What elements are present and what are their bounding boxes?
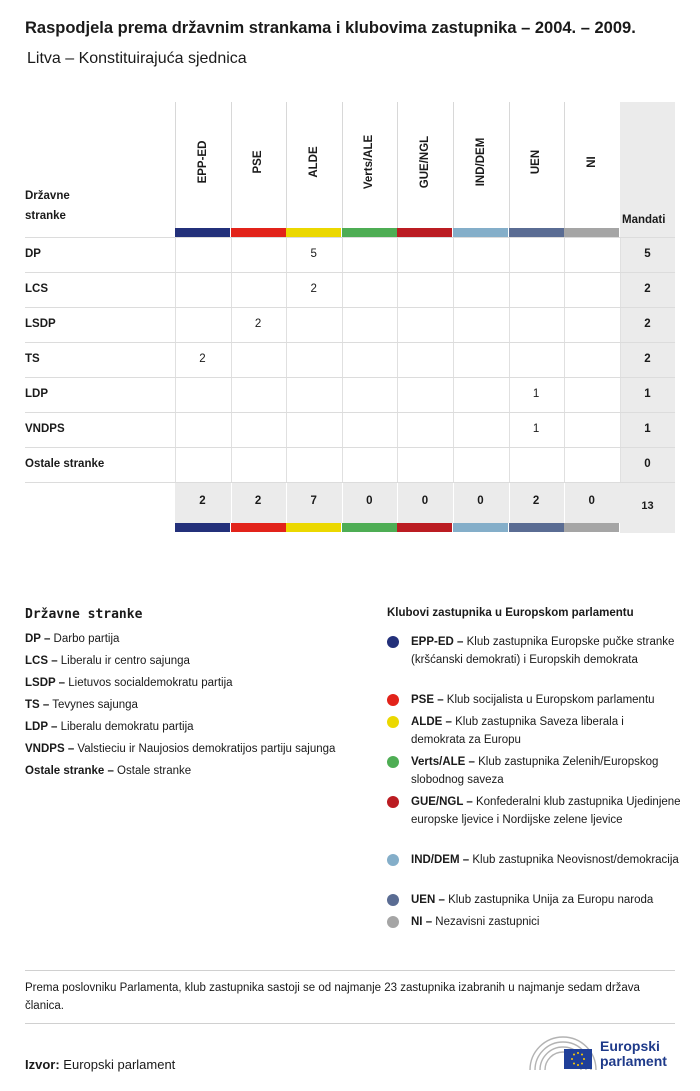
group-description <box>411 891 681 909</box>
column-header-inddem <box>453 102 508 237</box>
party-legend-item <box>25 677 233 689</box>
european-parliament-logo <box>528 1032 678 1074</box>
legend-groups-heading: Klubovi zastupnika u Europskom parlamentu <box>387 607 634 619</box>
column-color-bar <box>286 228 341 237</box>
column-total: 2 <box>532 495 540 507</box>
party-legend-item <box>25 765 191 777</box>
group-abbr: ALDE – <box>411 716 452 728</box>
legend-color-dot <box>387 894 399 906</box>
party-name: Liberalu demokratu partija <box>57 721 194 733</box>
row-divider <box>25 447 675 448</box>
row-party-label: DP <box>25 248 41 260</box>
column-divider <box>453 102 454 237</box>
party-abbr: TS – <box>25 699 50 711</box>
column-color-bar-bottom <box>286 523 341 532</box>
column-color-bar-bottom <box>231 523 286 532</box>
row-party-label: Ostale stranke <box>25 458 105 470</box>
column-label: PSE <box>252 150 265 174</box>
row-party-label: LCS <box>25 283 48 295</box>
group-description <box>411 851 681 869</box>
group-legend-item <box>387 633 687 673</box>
column-divider <box>397 102 398 237</box>
table-cell: 1 <box>532 423 540 435</box>
party-legend-item <box>25 743 335 755</box>
column-color-bar-bottom <box>453 523 508 532</box>
group-abbr: UEN – <box>411 894 445 906</box>
column-total: 0 <box>477 495 484 507</box>
column-label: UEN <box>530 149 543 175</box>
group-description <box>411 793 681 829</box>
column-divider <box>564 102 565 237</box>
legend-color-dot <box>387 916 399 928</box>
column-total: 2 <box>199 495 206 507</box>
column-divider <box>286 102 287 237</box>
column-total: 7 <box>310 495 317 507</box>
party-name: Ostale stranke <box>113 765 192 777</box>
party-name: Liberalu ir centro sajunga <box>57 655 190 667</box>
party-abbr: LCS – <box>25 655 58 667</box>
column-header-vertsale <box>342 102 397 237</box>
column-color-bar-bottom <box>342 523 397 532</box>
group-description <box>411 913 681 931</box>
column-grid-line <box>342 237 343 482</box>
group-description <box>411 633 681 669</box>
party-abbr: LSDP – <box>25 677 66 689</box>
group-legend-item <box>387 793 687 833</box>
legend-color-dot <box>387 796 399 808</box>
column-header-ni <box>564 102 619 237</box>
row-party-label: TS <box>25 353 40 365</box>
column-label: ALDE <box>307 146 320 178</box>
row-divider <box>25 307 675 308</box>
column-header-alde <box>286 102 341 237</box>
logo-text <box>600 1039 667 1069</box>
party-name: Lietuvos socialdemokratu partija <box>65 677 233 689</box>
table-cell: 2 <box>254 318 262 330</box>
legend-parties-heading: Državne stranke <box>25 607 143 622</box>
party-abbr: Ostale stranke – <box>25 765 114 777</box>
group-name: Klub zastupnika Zelenih/Europskog slobodnog saveza <box>411 756 659 786</box>
column-grid-line <box>509 237 510 482</box>
group-abbr: GUE/NGL – <box>411 796 473 808</box>
column-header-uen <box>509 102 564 237</box>
column-color-bar-bottom <box>509 523 564 532</box>
row-total: 1 <box>644 388 651 400</box>
column-divider <box>231 102 232 237</box>
header-row-line <box>25 237 675 238</box>
group-legend-item <box>387 913 687 953</box>
column-divider <box>175 102 176 237</box>
legend-color-dot <box>387 694 399 706</box>
source-line <box>25 1057 175 1072</box>
footnote: Prema poslovniku Parlamenta, klub zastupnika sastoji se od najmanje 23 zastupnika izabranih u najmanje sedam država članica. <box>25 982 640 1012</box>
party-abbr: DP – <box>25 633 51 645</box>
row-total: 1 <box>644 423 651 435</box>
table-cell: 2 <box>310 283 317 295</box>
row-total: 0 <box>644 458 651 470</box>
group-abbr: NI – <box>411 916 433 928</box>
group-abbr: Verts/ALE – <box>411 756 475 768</box>
column-divider <box>342 102 343 237</box>
column-color-bar <box>231 228 286 237</box>
logo-line1: Europski <box>600 1038 660 1054</box>
group-name: Klub zastupnika Europske pučke stranke (kršćanski demokrati) i Europskih demokrata <box>411 636 675 666</box>
party-legend-item <box>25 721 194 733</box>
row-divider <box>25 412 675 413</box>
column-color-bar-bottom <box>564 523 619 532</box>
group-name: Klub zastupnika Neovisnost/demokracija <box>469 854 679 866</box>
group-abbr: EPP-ED – <box>411 636 464 648</box>
group-name: Klub zastupnika Saveza liberala i demokrata za Europu <box>411 716 624 746</box>
column-label: IND/DEM <box>474 137 487 187</box>
column-color-bar <box>509 228 564 237</box>
row-divider <box>25 342 675 343</box>
legend-color-dot <box>387 716 399 728</box>
column-total: 0 <box>421 495 429 507</box>
row-divider <box>25 377 675 378</box>
table-cell: 5 <box>310 248 317 260</box>
source-text: Europski parlament <box>63 1057 176 1072</box>
group-description <box>411 691 681 709</box>
legend-color-dot <box>387 636 399 648</box>
party-legend-item <box>25 633 119 645</box>
column-total: 2 <box>254 495 262 507</box>
column-color-bar <box>342 228 397 237</box>
column-label: EPP-ED <box>196 140 209 184</box>
grand-total: 13 <box>641 500 654 512</box>
column-grid-line <box>231 237 232 482</box>
column-header-epped <box>175 102 230 237</box>
column-label: GUE/NGL <box>418 135 431 189</box>
row-party-label: LSDP <box>25 318 56 330</box>
group-name: Konfederalni klub zastupnika Ujedinjene europske ljevice i Nordijske zelene ljevice <box>411 796 681 826</box>
column-divider <box>509 102 510 237</box>
divider-bottom <box>25 1023 675 1024</box>
column-label: Verts/ALE <box>363 134 376 190</box>
group-legend-item <box>387 851 687 891</box>
mandati-column-header: Mandati <box>622 214 666 226</box>
party-abbr: VNDPS – <box>25 743 75 755</box>
column-total: 0 <box>588 495 595 507</box>
row-total: 2 <box>644 318 651 330</box>
source-label: Izvor: <box>25 1057 60 1072</box>
party-column-header: Državne stranke <box>25 190 70 222</box>
column-color-bar <box>564 228 619 237</box>
group-name: Klub zastupnika Unija za Europu naroda <box>444 894 654 906</box>
party-name: Valstieciu ir Naujosios demokratijos partiju sajunga <box>74 743 336 755</box>
party-name: Darbo partija <box>50 633 120 645</box>
chart-subtitle: Litva – Konstituirajuća sjednica <box>27 50 247 67</box>
row-divider <box>25 482 675 483</box>
chart-title: Raspodjela prema državnim strankama i klubovima zastupnika – 2004. – 2009. <box>25 19 636 37</box>
party-name: Tevynes sajunga <box>49 699 138 711</box>
group-abbr: IND/DEM – <box>411 854 470 866</box>
row-total: 2 <box>644 283 651 295</box>
group-description <box>411 753 681 789</box>
party-legend-item <box>25 655 190 667</box>
column-color-bar-bottom <box>397 523 452 532</box>
column-grid-line <box>453 237 454 482</box>
group-legend-item <box>387 713 687 753</box>
column-color-bar <box>175 228 230 237</box>
legend-color-dot <box>387 756 399 768</box>
column-grid-line <box>397 237 398 482</box>
party-abbr: LDP – <box>25 721 58 733</box>
legend-color-dot <box>387 854 399 866</box>
column-header-pse <box>231 102 286 237</box>
column-label: NI <box>585 156 598 168</box>
table-cell: 2 <box>199 353 206 365</box>
column-total: 0 <box>366 495 373 507</box>
row-total: 5 <box>644 248 651 260</box>
hemicycle-icon <box>528 1032 598 1074</box>
divider-top <box>25 970 675 971</box>
column-grid-line <box>286 237 287 482</box>
group-name: Nezavisni zastupnici <box>432 916 540 928</box>
group-name: Klub socijalista u Europskom parlamentu <box>443 694 655 706</box>
row-party-label: VNDPS <box>25 423 65 435</box>
group-abbr: PSE – <box>411 694 444 706</box>
column-color-bar <box>397 228 452 237</box>
group-description <box>411 713 681 749</box>
party-legend-item <box>25 699 138 711</box>
row-total: 2 <box>644 353 651 365</box>
table-cell: 1 <box>532 388 540 400</box>
group-legend-item <box>387 753 687 793</box>
column-color-bar <box>453 228 508 237</box>
row-party-label: LDP <box>25 388 48 400</box>
column-color-bar-bottom <box>175 523 230 532</box>
column-header-guengl <box>397 102 452 237</box>
logo-line2: parlament <box>600 1053 667 1069</box>
row-divider <box>25 272 675 273</box>
column-grid-line <box>564 237 565 482</box>
